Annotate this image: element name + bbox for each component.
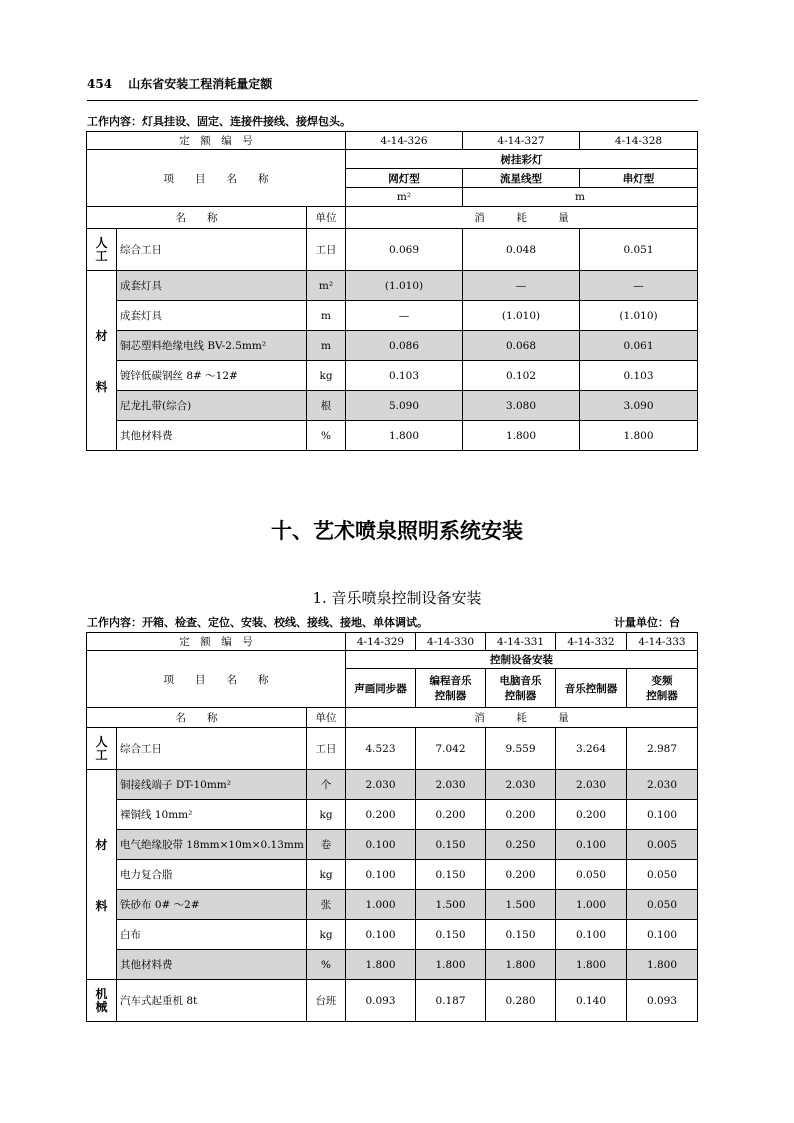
item-name: 成套灯具 — [117, 301, 307, 331]
value-cell: 0.048 — [463, 229, 580, 271]
unit-header: 单位 — [307, 207, 346, 229]
quota-table-2 — [86, 632, 698, 1022]
value-cell: 1.800 — [627, 950, 698, 980]
value-cell: 0.068 — [463, 331, 580, 361]
item-unit: kg — [307, 920, 346, 950]
value-cell: 0.150 — [486, 920, 556, 950]
category-material — [87, 271, 117, 451]
item-name: 铜芯塑料绝缘电线 BV-2.5mm² — [117, 331, 307, 361]
item-unit: 台班 — [307, 980, 346, 1022]
value-cell: 0.200 — [346, 800, 416, 830]
name-header: 名 称 — [87, 708, 307, 728]
category-material-bottom: 料 — [95, 898, 108, 913]
value-cell: 0.187 — [416, 980, 486, 1022]
type-label-line: 电脑音乐 — [499, 675, 542, 687]
value-cell: 2.030 — [627, 770, 698, 800]
quota-number-label: 定 额 编 号 — [87, 132, 346, 150]
value-cell: 0.100 — [346, 830, 416, 860]
value-cell: 3.264 — [556, 728, 627, 770]
value-cell: 0.200 — [416, 800, 486, 830]
item-name-label: 项 目 名 称 — [87, 150, 346, 207]
value-cell: 1.000 — [556, 890, 627, 920]
type-label — [416, 669, 486, 708]
value-cell: 0.093 — [346, 980, 416, 1022]
item-name: 综合工日 — [117, 229, 307, 271]
value-cell: 0.150 — [416, 860, 486, 890]
value-cell: — — [346, 301, 463, 331]
group-label: 树挂彩灯 — [346, 150, 698, 169]
value-cell: 0.050 — [627, 890, 698, 920]
value-cell: 0.200 — [486, 800, 556, 830]
quota-code: 4-14-328 — [580, 132, 698, 150]
value-cell: 0.100 — [556, 920, 627, 950]
value-cell: 2.030 — [486, 770, 556, 800]
value-cell: 1.800 — [346, 421, 463, 451]
quota-code: 4-14-333 — [627, 633, 698, 651]
type-label-line: 控制器 — [646, 690, 678, 702]
type-label — [627, 669, 698, 708]
subsection-title: 1. 音乐喷泉控制设备安装 — [312, 589, 482, 607]
consumption-header: 消 耗 量 — [346, 207, 698, 229]
value-cell: 0.103 — [580, 361, 698, 391]
value-cell: 0.100 — [346, 860, 416, 890]
category-material — [87, 770, 117, 980]
value-cell: 1.800 — [346, 950, 416, 980]
type-label — [556, 669, 627, 708]
value-cell: 0.093 — [627, 980, 698, 1022]
item-name: 汽车式起重机 8t — [117, 980, 307, 1022]
type-label-line: 变频 — [651, 675, 673, 687]
quota-code: 4-14-326 — [346, 132, 463, 150]
quota-table-1 — [86, 131, 698, 451]
value-cell: 0.100 — [346, 920, 416, 950]
name-header: 名 称 — [87, 207, 307, 229]
quota-code: 4-14-332 — [556, 633, 627, 651]
item-name: 电力复合脂 — [117, 860, 307, 890]
value-cell: 1.000 — [346, 890, 416, 920]
value-cell: 0.150 — [416, 830, 486, 860]
unit-cell: m — [463, 188, 698, 207]
type-label-line: 音乐控制器 — [564, 682, 618, 695]
work-content-2: 工作内容：开箱、检查、定位、安装、校线、接线、接地、单体调试。 — [87, 616, 428, 629]
item-unit: 工日 — [307, 728, 346, 770]
value-cell: 0.005 — [627, 830, 698, 860]
book-title: 山东省安装工程消耗量定额 — [128, 77, 273, 91]
item-unit: m — [307, 331, 346, 361]
value-cell: 0.102 — [463, 361, 580, 391]
item-name: 成套灯具 — [117, 271, 307, 301]
type-label-line: 声画同步器 — [354, 682, 407, 695]
value-cell: 5.090 — [346, 391, 463, 421]
category-labor: 人 工 — [87, 728, 117, 770]
item-name: 镀锌低碳钢丝 8# ～12# — [117, 361, 307, 391]
unit-header: 单位 — [307, 708, 346, 728]
group-label: 控制设备安装 — [346, 651, 698, 669]
item-name: 铁砂布 0# ～2# — [117, 890, 307, 920]
category-material-top: 材 — [95, 328, 108, 343]
type-label: 流星线型 — [463, 169, 580, 188]
value-cell: 0.086 — [346, 331, 463, 361]
value-cell: 0.250 — [486, 830, 556, 860]
type-label-line: 控制器 — [434, 690, 467, 702]
item-name: 综合工日 — [117, 728, 307, 770]
category-machine: 机 械 — [87, 980, 117, 1022]
value-cell: (1.010) — [580, 301, 698, 331]
section-title: 十、艺术喷泉照明系统安装 — [271, 519, 523, 543]
value-cell: 0.100 — [627, 800, 698, 830]
quota-code: 4-14-329 — [346, 633, 416, 651]
value-cell: 0.050 — [627, 860, 698, 890]
item-name: 裸铜线 10mm² — [117, 800, 307, 830]
quota-code: 4-14-327 — [463, 132, 580, 150]
value-cell: 2.030 — [416, 770, 486, 800]
value-cell: 2.030 — [556, 770, 627, 800]
value-cell: 0.069 — [346, 229, 463, 271]
category-material-bottom: 料 — [95, 379, 108, 394]
value-cell: 1.800 — [486, 950, 556, 980]
value-cell: (1.010) — [463, 301, 580, 331]
item-unit: kg — [307, 361, 346, 391]
value-cell: — — [463, 271, 580, 301]
page-header — [87, 75, 272, 92]
item-unit: % — [307, 950, 346, 980]
page-number: 454 — [87, 77, 113, 91]
type-label — [486, 669, 556, 708]
value-cell: 0.150 — [416, 920, 486, 950]
unit-cell: m² — [346, 188, 463, 207]
quota-number-label: 定 额 编 号 — [87, 633, 346, 651]
value-cell: 0.061 — [580, 331, 698, 361]
item-name-label: 项 目 名 称 — [87, 651, 346, 708]
item-unit: 个 — [307, 770, 346, 800]
value-cell: 0.100 — [627, 920, 698, 950]
work-content-1: 工作内容：灯具挂设、固定、连接件接线、接焊包头。 — [87, 115, 351, 128]
value-cell: 4.523 — [346, 728, 416, 770]
item-name: 铜接线端子 DT-10mm² — [117, 770, 307, 800]
value-cell: 1.800 — [580, 421, 698, 451]
value-cell: 0.051 — [580, 229, 698, 271]
item-name: 白布 — [117, 920, 307, 950]
value-cell: 0.280 — [486, 980, 556, 1022]
item-unit: % — [307, 421, 346, 451]
value-cell: 3.080 — [463, 391, 580, 421]
item-unit: 张 — [307, 890, 346, 920]
category-material-top: 材 — [95, 837, 108, 852]
type-label-line: 编程音乐 — [429, 675, 472, 687]
type-label: 串灯型 — [580, 169, 698, 188]
value-cell: 2.030 — [346, 770, 416, 800]
value-cell: 0.200 — [556, 800, 627, 830]
item-name: 尼龙扎带(综合) — [117, 391, 307, 421]
type-label-line: 控制器 — [504, 690, 537, 702]
measure-unit: 计量单位：台 — [614, 616, 680, 629]
item-name: 其他材料费 — [117, 421, 307, 451]
value-cell: (1.010) — [346, 271, 463, 301]
value-cell: 1.500 — [416, 890, 486, 920]
quota-code: 4-14-330 — [416, 633, 486, 651]
type-label — [346, 669, 416, 708]
value-cell: 0.103 — [346, 361, 463, 391]
item-unit: m² — [307, 271, 346, 301]
category-labor: 人 工 — [87, 229, 117, 271]
value-cell: 0.200 — [486, 860, 556, 890]
header-rule — [87, 100, 698, 101]
item-unit: kg — [307, 800, 346, 830]
consumption-header: 消 耗 量 — [346, 708, 698, 728]
value-cell: 1.800 — [416, 950, 486, 980]
value-cell: 1.500 — [486, 890, 556, 920]
value-cell: 0.100 — [556, 830, 627, 860]
item-unit: 工日 — [307, 229, 346, 271]
value-cell: 9.559 — [486, 728, 556, 770]
value-cell: 0.140 — [556, 980, 627, 1022]
value-cell: 1.800 — [463, 421, 580, 451]
value-cell: 2.987 — [627, 728, 698, 770]
item-unit: kg — [307, 860, 346, 890]
value-cell: 1.800 — [556, 950, 627, 980]
quota-code: 4-14-331 — [486, 633, 556, 651]
item-name: 其他材料费 — [117, 950, 307, 980]
item-unit: 根 — [307, 391, 346, 421]
item-unit: 卷 — [307, 830, 346, 860]
item-unit: m — [307, 301, 346, 331]
value-cell: — — [580, 271, 698, 301]
type-label: 网灯型 — [346, 169, 463, 188]
value-cell: 0.050 — [556, 860, 627, 890]
value-cell: 7.042 — [416, 728, 486, 770]
value-cell: 3.090 — [580, 391, 698, 421]
item-name: 电气绝缘胶带 18mm×10m×0.13mm — [117, 830, 307, 860]
